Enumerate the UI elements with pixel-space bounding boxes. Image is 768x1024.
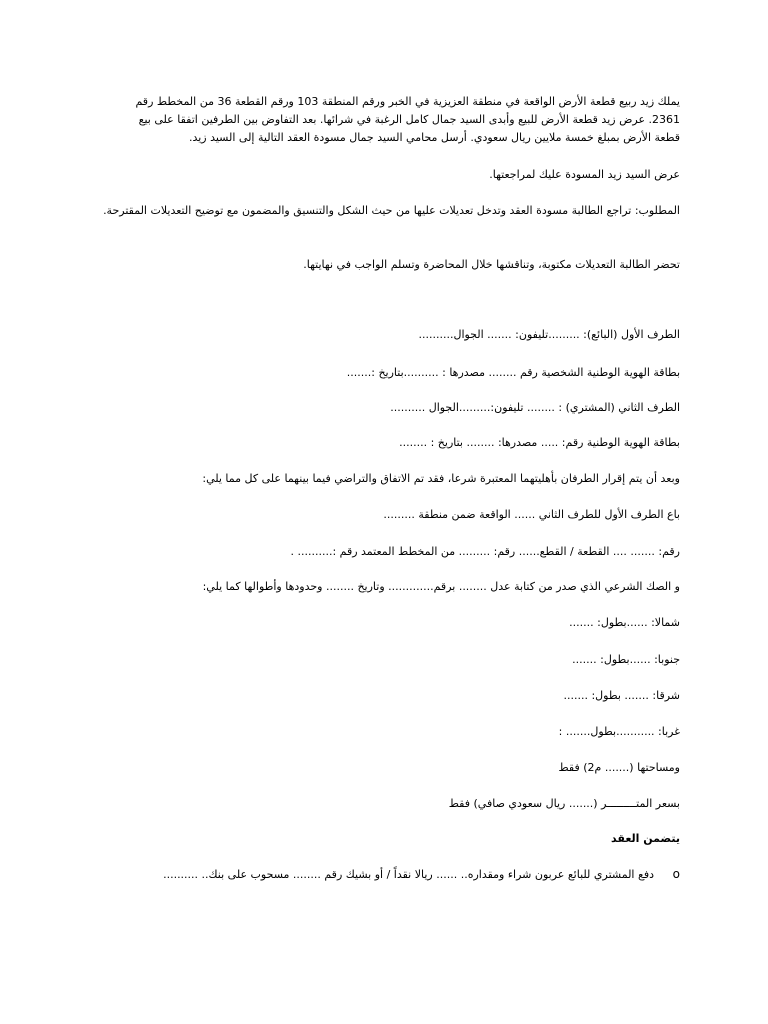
review-request: عرض السيد زيد المسودة عليك لمراجعتها. xyxy=(489,168,680,181)
submission-note: تحضر الطالبة التعديلات مكتوبة، وتناقشها خلال المحاضرة وتسلم الواجب في نهايتها. xyxy=(303,258,680,271)
area-line: ومساحتها (....... م2) فقط xyxy=(558,761,680,774)
east-boundary: شرقا: ....... بطول: ....... xyxy=(563,689,680,702)
first-party-id-line: بطاقة الهوية الوطنية الشخصية رقم ........ مصدرها : ..........بتاريخ :....... xyxy=(346,366,680,379)
deed-line: و الصك الشرعي الذي صدر من كتابة عدل ........ برقم............. وتاريخ ........ وحدودها وأطوالها كما يلي: xyxy=(202,580,680,593)
second-party-line: الطرف الثاني (المشتري) : ........ تليفون:.........الجوال .......... xyxy=(390,401,680,414)
intro-line-3: قطعة الأرض بمبلغ خمسة ملايين ريال سعودي. أرسل محامي السيد جمال مسودة العقد التالية إلى السيد زيد. xyxy=(188,131,680,144)
plot-number-line: رقم: ....... .... القطعة / القطع...... رقم: ......... من المخطط المعتمد رقم :.......... . xyxy=(290,545,680,558)
south-boundary: جنوبا: ......بطول: ....... xyxy=(572,653,680,666)
second-party-id-line: بطاقة الهوية الوطنية رقم: ..... مصدرها: ........ بتاريخ : ........ xyxy=(399,436,680,449)
payment-line: دفع المشتري للبائع عربون شراء ومقداره.. ...... ريالا نقداً / أو بشيك رقم ........ مسحوب على بنك.. .......... xyxy=(163,868,654,881)
west-boundary: غربا: ...........بطول....... : xyxy=(558,725,680,738)
price-line: بسعر المتـــــــــر (....... ريال سعودي صافي) فقط xyxy=(448,797,680,810)
required-task: المطلوب: تراجع الطالبة مسودة العقد وتدخل تعديلات عليها من حيث الشكل والتنسيق والمضمون مع توضيح التعديلات المقترحة. xyxy=(103,204,680,217)
sale-line: باع الطرف الأول للطرف الثاني ...... الواقعة ضمن منطقة ......... xyxy=(383,508,680,521)
bullet-icon: o xyxy=(672,867,680,881)
north-boundary: شمالا: ......بطول: ....... xyxy=(569,616,680,629)
preamble-line: وبعد أن يتم إقرار الطرفان بأهليتهما المعتبرة شرعا، فقد تم الاتفاق والتراضي فيما بينهما على كل مما يلي: xyxy=(202,472,680,485)
first-party-line: الطرف الأول (البائع): .........تليفون: ....... الجوال.......... xyxy=(418,328,680,341)
intro-line-2: 2361. عرض زيد قطعة الأرض للبيع وأبدى السيد جمال كامل الرغبة في شرائها. بعد التفاوض بين الطرفين اتفقا على بيع xyxy=(138,113,680,126)
intro-line-1: يملك زيد ربيع قطعة الأرض الواقعة في منطقة العزيزية في الخبر ورقم المنطقة 103 ورقم القطعة 36 من المخطط رقم xyxy=(135,95,680,108)
contract-includes-heading: يتضمن العقد xyxy=(611,832,680,845)
